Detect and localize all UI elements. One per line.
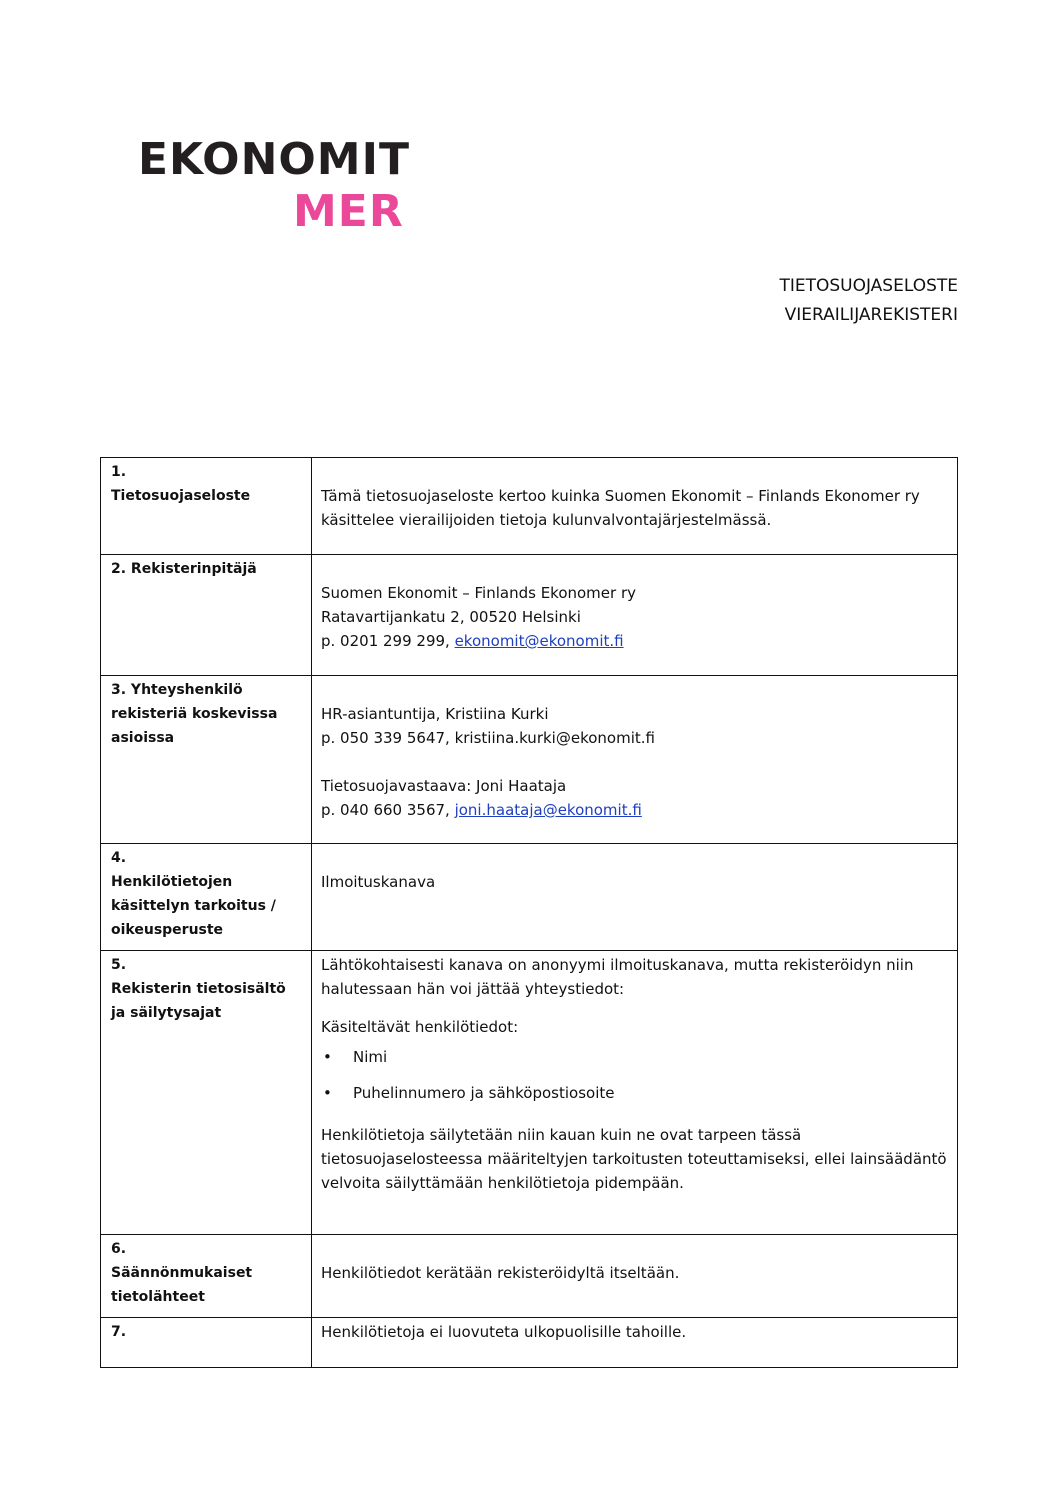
contact-2-name: Tietosuojavastaava: Joni Haataja [321,777,567,795]
privacy-table [100,457,958,1368]
sources-text: Henkilötiedot kerätään rekisteröidyltä itseltään. [321,1264,680,1282]
logo-line-2: MER [293,186,404,237]
table-row [101,1318,958,1368]
row-number: 1. [111,464,127,480]
row-label-text: Henkilötietojen käsittelyn tarkoitus / oikeusperuste [111,874,276,938]
table-row [101,844,958,951]
title-line-2: VIERAILIJAREKISTERI [784,305,958,325]
row-label [101,676,312,844]
org-email-link[interactable]: ekonomit@ekonomit.fi [454,632,624,650]
row-value [312,555,958,676]
row-label-text: 3. Yhteyshenkilö rekisteriä koskevissa asioissa [111,682,278,746]
table-row [101,676,958,844]
row-value [312,676,958,844]
row-number: 5. [111,957,127,973]
data-list [321,1045,949,1105]
row-label-text: Tietosuojaseloste [111,488,251,504]
row-value [312,844,958,951]
row-label [101,951,312,1235]
table-row [101,555,958,676]
row-label [101,1318,312,1368]
retention-text: Henkilötietoja säilytetään niin kauan kuin ne ovat tarpeen tässä tietosuojaselosteessa määriteltyjen tarkoitusten toteuttamiseksi, ellei lainsäädäntö velvoita säilyttämään henkilötietoja pidempään. [321,1126,947,1192]
table-row [101,458,958,555]
org-name: Suomen Ekonomit – Finlands Ekonomer ry [321,584,636,602]
contact-1-name: HR-asiantuntija, Kristiina Kurki [321,705,549,723]
list-item: • Puhelinnumero ja sähköpostiosoite [321,1081,949,1105]
contact-2-phone: p. 040 660 3567, [321,801,450,819]
row-value [312,1235,958,1318]
row-label-text: Rekisterin tietosisältö ja säilytysajat [111,981,286,1021]
contact-2-details [321,798,949,822]
row-number: 6. [111,1241,127,1257]
row-value [312,951,958,1235]
row-label [101,844,312,951]
disclosure-text: Henkilötietoja ei luovuteta ulkopuolisille tahoille. [321,1323,687,1341]
list-item: • Nimi [321,1045,949,1069]
row-label [101,555,312,676]
row-label [101,1235,312,1318]
title-line-1: TIETOSUOJASELOSTE [779,276,958,296]
row-label-text: 2. Rekisterinpitäjä [111,561,257,577]
table-row [101,951,958,1235]
contact-2-email-link[interactable]: joni.haataja@ekonomit.fi [454,801,642,819]
row-number: 4. [111,850,127,866]
list-title: Käsiteltävät henkilötiedot: [321,1018,519,1036]
row-value [312,1318,958,1368]
org-address: Ratavartijankatu 2, 00520 Helsinki [321,608,581,626]
row-label [101,458,312,555]
content-intro: Lähtökohtaisesti kanava on anonyymi ilmoituskanava, mutta rekisteröidyn niin halutessaan hän voi jättää yhteystiedot: [321,956,914,998]
row-number: 7. [111,1324,127,1340]
purpose-text: Ilmoituskanava [321,873,436,891]
contact-1-details: p. 050 339 5647, kristiina.kurki@ekonomit.fi [321,729,655,747]
org-contact [321,629,949,653]
ekonomit-logo [138,134,410,237]
org-phone: p. 0201 299 299, [321,632,450,650]
document-title [779,272,958,330]
description-text: Tämä tietosuojaseloste kertoo kuinka Suomen Ekonomit – Finlands Ekonomer ry käsittelee vierailijoiden tietoja kulunvalvontajärjestelmässä. [321,487,920,529]
row-label-text: Säännönmukaiset tietolähteet [111,1265,253,1305]
table-row [101,1235,958,1318]
row-value [312,458,958,555]
logo-line-1: EKONOMIT [138,134,410,185]
